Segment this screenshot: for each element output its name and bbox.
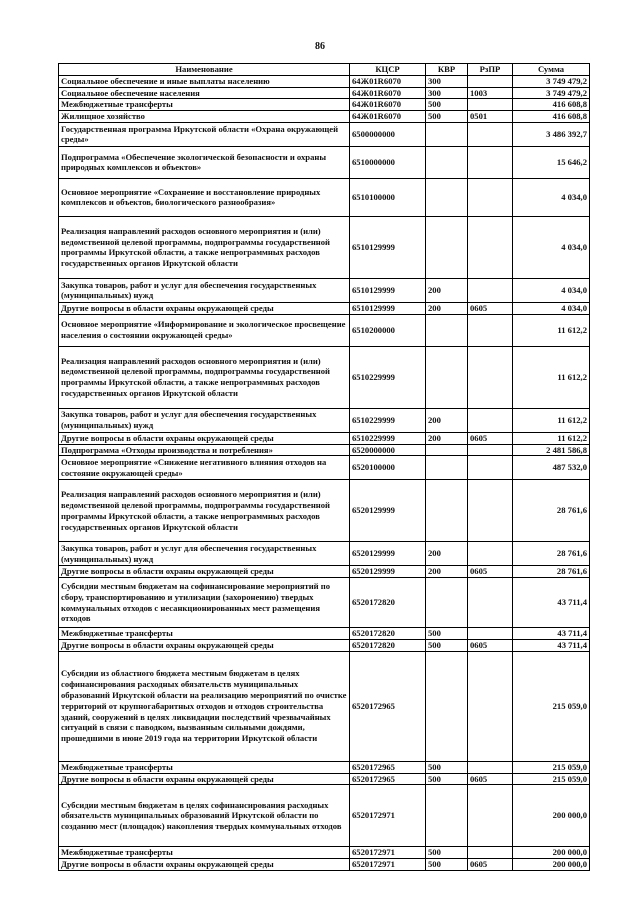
- cell-kvr: 500: [426, 847, 468, 859]
- cell-name: Закупка товаров, работ и услуг для обеспечения государственных (муниципальных) нужд: [59, 542, 350, 566]
- cell-name: Другие вопросы в области охраны окружающей среды: [59, 302, 350, 314]
- cell-sum: 4 034,0: [513, 216, 590, 278]
- table-row: [59, 314, 590, 346]
- table-row: [59, 444, 590, 456]
- cell-name: Другие вопросы в области охраны окружающей среды: [59, 432, 350, 444]
- table-row: [59, 111, 590, 123]
- cell-rzpr: [468, 847, 513, 859]
- cell-kvr: 500: [426, 773, 468, 785]
- cell-kcsr: 6520000000: [350, 444, 426, 456]
- header-rzpr: РзПР: [468, 64, 513, 76]
- cell-name: Основное мероприятие «Сохранение и восстановление природных комплексов и объектов, биологического разнообразия»: [59, 178, 350, 216]
- cell-kvr: 500: [426, 859, 468, 871]
- table-row: [59, 302, 590, 314]
- cell-rzpr: [468, 278, 513, 302]
- cell-name: Субсидии из областного бюджета местным бюджетам в целях софинансирования расходных обязательств муниципальных образований Иркутской области на реализацию мероприятий по очистке территорий от крупногабаритных отходов и отходов строительства зданий, сооружений в целях ликвидации последствий чрезвычайных ситуаций в связи с паводком, вызванным сильными дождями, прошедшими в июне 2019 года на территории Иркутской области: [59, 651, 350, 761]
- cell-rzpr: 0605: [468, 639, 513, 651]
- table-row: [59, 87, 590, 99]
- page-number: 86: [315, 41, 325, 52]
- cell-sum: 11 612,2: [513, 408, 590, 432]
- header-kvr: КВР: [426, 64, 468, 76]
- cell-kvr: [426, 578, 468, 628]
- cell-sum: 11 612,2: [513, 432, 590, 444]
- cell-name: Субсидии местным бюджетам на софинансирование мероприятий по сбору, транспортированию и утилизации (захоронению) твердых коммунальных отходов с несанкционированных мест размещения отходов: [59, 578, 350, 628]
- cell-kvr: [426, 314, 468, 346]
- cell-rzpr: [468, 346, 513, 408]
- cell-rzpr: 1003: [468, 87, 513, 99]
- cell-name: Другие вопросы в области охраны окружающей среды: [59, 859, 350, 871]
- cell-kcsr: 6520172820: [350, 639, 426, 651]
- cell-sum: 11 612,2: [513, 314, 590, 346]
- cell-name: Основное мероприятие «Информирование и экологическое просвещение населения о состоянии окружающей среды»: [59, 314, 350, 346]
- cell-sum: 4 034,0: [513, 278, 590, 302]
- cell-rzpr: 0501: [468, 111, 513, 123]
- cell-rzpr: [468, 75, 513, 87]
- cell-kvr: [426, 480, 468, 542]
- cell-kvr: [426, 146, 468, 178]
- cell-kvr: [426, 178, 468, 216]
- cell-kvr: [426, 785, 468, 847]
- table-row: [59, 859, 590, 871]
- cell-sum: 215 059,0: [513, 761, 590, 773]
- cell-kvr: 300: [426, 87, 468, 99]
- cell-name: Социальное обеспечение населения: [59, 87, 350, 99]
- cell-kvr: 300: [426, 75, 468, 87]
- cell-name: Подпрограмма «Обеспечение экологической безопасности и охраны природных комплексов и объектов»: [59, 146, 350, 178]
- cell-rzpr: [468, 628, 513, 640]
- table-row: [59, 146, 590, 178]
- cell-rzpr: [468, 578, 513, 628]
- cell-sum: 200 000,0: [513, 785, 590, 847]
- cell-name: Межбюджетные трансферты: [59, 847, 350, 859]
- cell-rzpr: 0605: [468, 859, 513, 871]
- cell-sum: 43 711,4: [513, 628, 590, 640]
- cell-rzpr: [468, 761, 513, 773]
- cell-kcsr: 6520172820: [350, 578, 426, 628]
- cell-rzpr: [468, 785, 513, 847]
- cell-sum: 200 000,0: [513, 847, 590, 859]
- cell-rzpr: [468, 651, 513, 761]
- table-row: [59, 785, 590, 847]
- table-row: [59, 651, 590, 761]
- cell-kvr: 200: [426, 302, 468, 314]
- cell-kcsr: 64Ж01R6070: [350, 99, 426, 111]
- cell-rzpr: [468, 146, 513, 178]
- cell-name: Другие вопросы в области охраны окружающей среды: [59, 639, 350, 651]
- cell-kcsr: 6520172965: [350, 651, 426, 761]
- cell-name: Реализация направлений расходов основного мероприятия и (или) ведомственной целевой программы, подпрограммы государственной программы Иркутской области, а также непрограммных расходов государственных органов Иркутской области: [59, 216, 350, 278]
- table-row: [59, 542, 590, 566]
- cell-kvr: [426, 444, 468, 456]
- cell-kcsr: 6510129999: [350, 302, 426, 314]
- table-row: [59, 122, 590, 146]
- cell-rzpr: [468, 408, 513, 432]
- cell-sum: 3 749 479,2: [513, 87, 590, 99]
- table-row: [59, 847, 590, 859]
- cell-kcsr: 6520172965: [350, 761, 426, 773]
- cell-name: Межбюджетные трансферты: [59, 628, 350, 640]
- cell-kcsr: 6500000000: [350, 122, 426, 146]
- cell-kcsr: 6520129999: [350, 566, 426, 578]
- cell-sum: 43 711,4: [513, 639, 590, 651]
- cell-kcsr: 6520100000: [350, 456, 426, 480]
- cell-rzpr: 0605: [468, 432, 513, 444]
- cell-sum: 416 608,8: [513, 99, 590, 111]
- cell-name: Подпрограмма «Отходы производства и потребления»: [59, 444, 350, 456]
- cell-kvr: 200: [426, 432, 468, 444]
- cell-kvr: 200: [426, 408, 468, 432]
- cell-kvr: 500: [426, 761, 468, 773]
- cell-sum: 416 608,8: [513, 111, 590, 123]
- cell-kcsr: 6510129999: [350, 278, 426, 302]
- cell-kvr: 200: [426, 566, 468, 578]
- table-row: [59, 216, 590, 278]
- table-row: [59, 773, 590, 785]
- table-header-row: [59, 64, 590, 76]
- cell-rzpr: [468, 178, 513, 216]
- table-row: [59, 75, 590, 87]
- cell-kcsr: 6510229999: [350, 346, 426, 408]
- cell-rzpr: 0605: [468, 566, 513, 578]
- cell-kcsr: 6510000000: [350, 146, 426, 178]
- cell-kcsr: 6520172971: [350, 847, 426, 859]
- cell-sum: 28 761,6: [513, 480, 590, 542]
- cell-sum: 487 532,0: [513, 456, 590, 480]
- cell-sum: 215 059,0: [513, 651, 590, 761]
- budget-table: [58, 63, 590, 871]
- table-row: [59, 456, 590, 480]
- cell-kvr: [426, 651, 468, 761]
- cell-sum: 15 646,2: [513, 146, 590, 178]
- cell-sum: 3 486 392,7: [513, 122, 590, 146]
- cell-kcsr: 6510100000: [350, 178, 426, 216]
- cell-name: Другие вопросы в области охраны окружающей среды: [59, 566, 350, 578]
- cell-sum: 200 000,0: [513, 859, 590, 871]
- cell-kcsr: 6520172820: [350, 628, 426, 640]
- cell-name: Реализация направлений расходов основного мероприятия и (или) ведомственной целевой программы, подпрограммы государственной программы Иркутской области, а также непрограммных расходов государственных органов Иркутской области: [59, 346, 350, 408]
- cell-name: Закупка товаров, работ и услуг для обеспечения государственных (муниципальных) нужд: [59, 408, 350, 432]
- cell-kvr: 200: [426, 278, 468, 302]
- cell-sum: 43 711,4: [513, 578, 590, 628]
- header-sum: Сумма: [513, 64, 590, 76]
- cell-sum: 215 059,0: [513, 773, 590, 785]
- cell-rzpr: [468, 456, 513, 480]
- cell-kvr: 500: [426, 99, 468, 111]
- table-row: [59, 278, 590, 302]
- cell-sum: 28 761,6: [513, 542, 590, 566]
- cell-name: Межбюджетные трансферты: [59, 99, 350, 111]
- cell-rzpr: 0605: [468, 773, 513, 785]
- cell-kvr: 200: [426, 542, 468, 566]
- table-row: [59, 628, 590, 640]
- cell-kcsr: 6520172965: [350, 773, 426, 785]
- cell-kvr: [426, 216, 468, 278]
- cell-kcsr: 6520129999: [350, 480, 426, 542]
- cell-kcsr: 6510229999: [350, 432, 426, 444]
- cell-kcsr: 64Ж01R6070: [350, 87, 426, 99]
- table-row: [59, 761, 590, 773]
- cell-kcsr: 64Ж01R6070: [350, 75, 426, 87]
- cell-rzpr: [468, 444, 513, 456]
- cell-rzpr: [468, 99, 513, 111]
- cell-kvr: [426, 122, 468, 146]
- table-row: [59, 578, 590, 628]
- cell-kvr: [426, 346, 468, 408]
- cell-rzpr: [468, 542, 513, 566]
- cell-sum: 4 034,0: [513, 302, 590, 314]
- cell-name: Государственная программа Иркутской области «Охрана окружающей среды»: [59, 122, 350, 146]
- cell-name: Основное мероприятие «Снижение негативного влияния отходов на состояние окружающей среды»: [59, 456, 350, 480]
- cell-name: Жилищное хозяйство: [59, 111, 350, 123]
- cell-kcsr: 6510200000: [350, 314, 426, 346]
- cell-kvr: 500: [426, 639, 468, 651]
- cell-sum: 3 749 479,2: [513, 75, 590, 87]
- cell-name: Реализация направлений расходов основного мероприятия и (или) ведомственной целевой программы, подпрограммы государственной программы Иркутской области, а также непрограммных расходов государственных органов Иркутской области: [59, 480, 350, 542]
- cell-kcsr: 64Ж01R6070: [350, 111, 426, 123]
- cell-sum: 11 612,2: [513, 346, 590, 408]
- header-kcsr: КЦСР: [350, 64, 426, 76]
- cell-name: Закупка товаров, работ и услуг для обеспечения государственных (муниципальных) нужд: [59, 278, 350, 302]
- table-row: [59, 432, 590, 444]
- cell-rzpr: 0605: [468, 302, 513, 314]
- cell-kcsr: 6510129999: [350, 216, 426, 278]
- cell-rzpr: [468, 480, 513, 542]
- table-row: [59, 99, 590, 111]
- cell-rzpr: [468, 314, 513, 346]
- cell-kvr: 500: [426, 111, 468, 123]
- cell-name: Другие вопросы в области охраны окружающей среды: [59, 773, 350, 785]
- cell-sum: 28 761,6: [513, 566, 590, 578]
- cell-kcsr: 6520129999: [350, 542, 426, 566]
- cell-name: Межбюджетные трансферты: [59, 761, 350, 773]
- table-row: [59, 408, 590, 432]
- table-row: [59, 178, 590, 216]
- cell-rzpr: [468, 216, 513, 278]
- table-row: [59, 346, 590, 408]
- cell-sum: 2 481 586,8: [513, 444, 590, 456]
- cell-kcsr: 6520172971: [350, 785, 426, 847]
- cell-kvr: 500: [426, 628, 468, 640]
- cell-name: Субсидии местным бюджетам в целях софинансирования расходных обязательств муниципальных образований Иркутской области по созданию мест (площадок) накопления твердых коммунальных отходов: [59, 785, 350, 847]
- cell-sum: 4 034,0: [513, 178, 590, 216]
- cell-rzpr: [468, 122, 513, 146]
- cell-name: Социальное обеспечение и иные выплаты населению: [59, 75, 350, 87]
- cell-kvr: [426, 456, 468, 480]
- header-name: Наименование: [59, 64, 350, 76]
- table-row: [59, 639, 590, 651]
- cell-kcsr: 6510229999: [350, 408, 426, 432]
- cell-kcsr: 6520172971: [350, 859, 426, 871]
- table-row: [59, 480, 590, 542]
- table-row: [59, 566, 590, 578]
